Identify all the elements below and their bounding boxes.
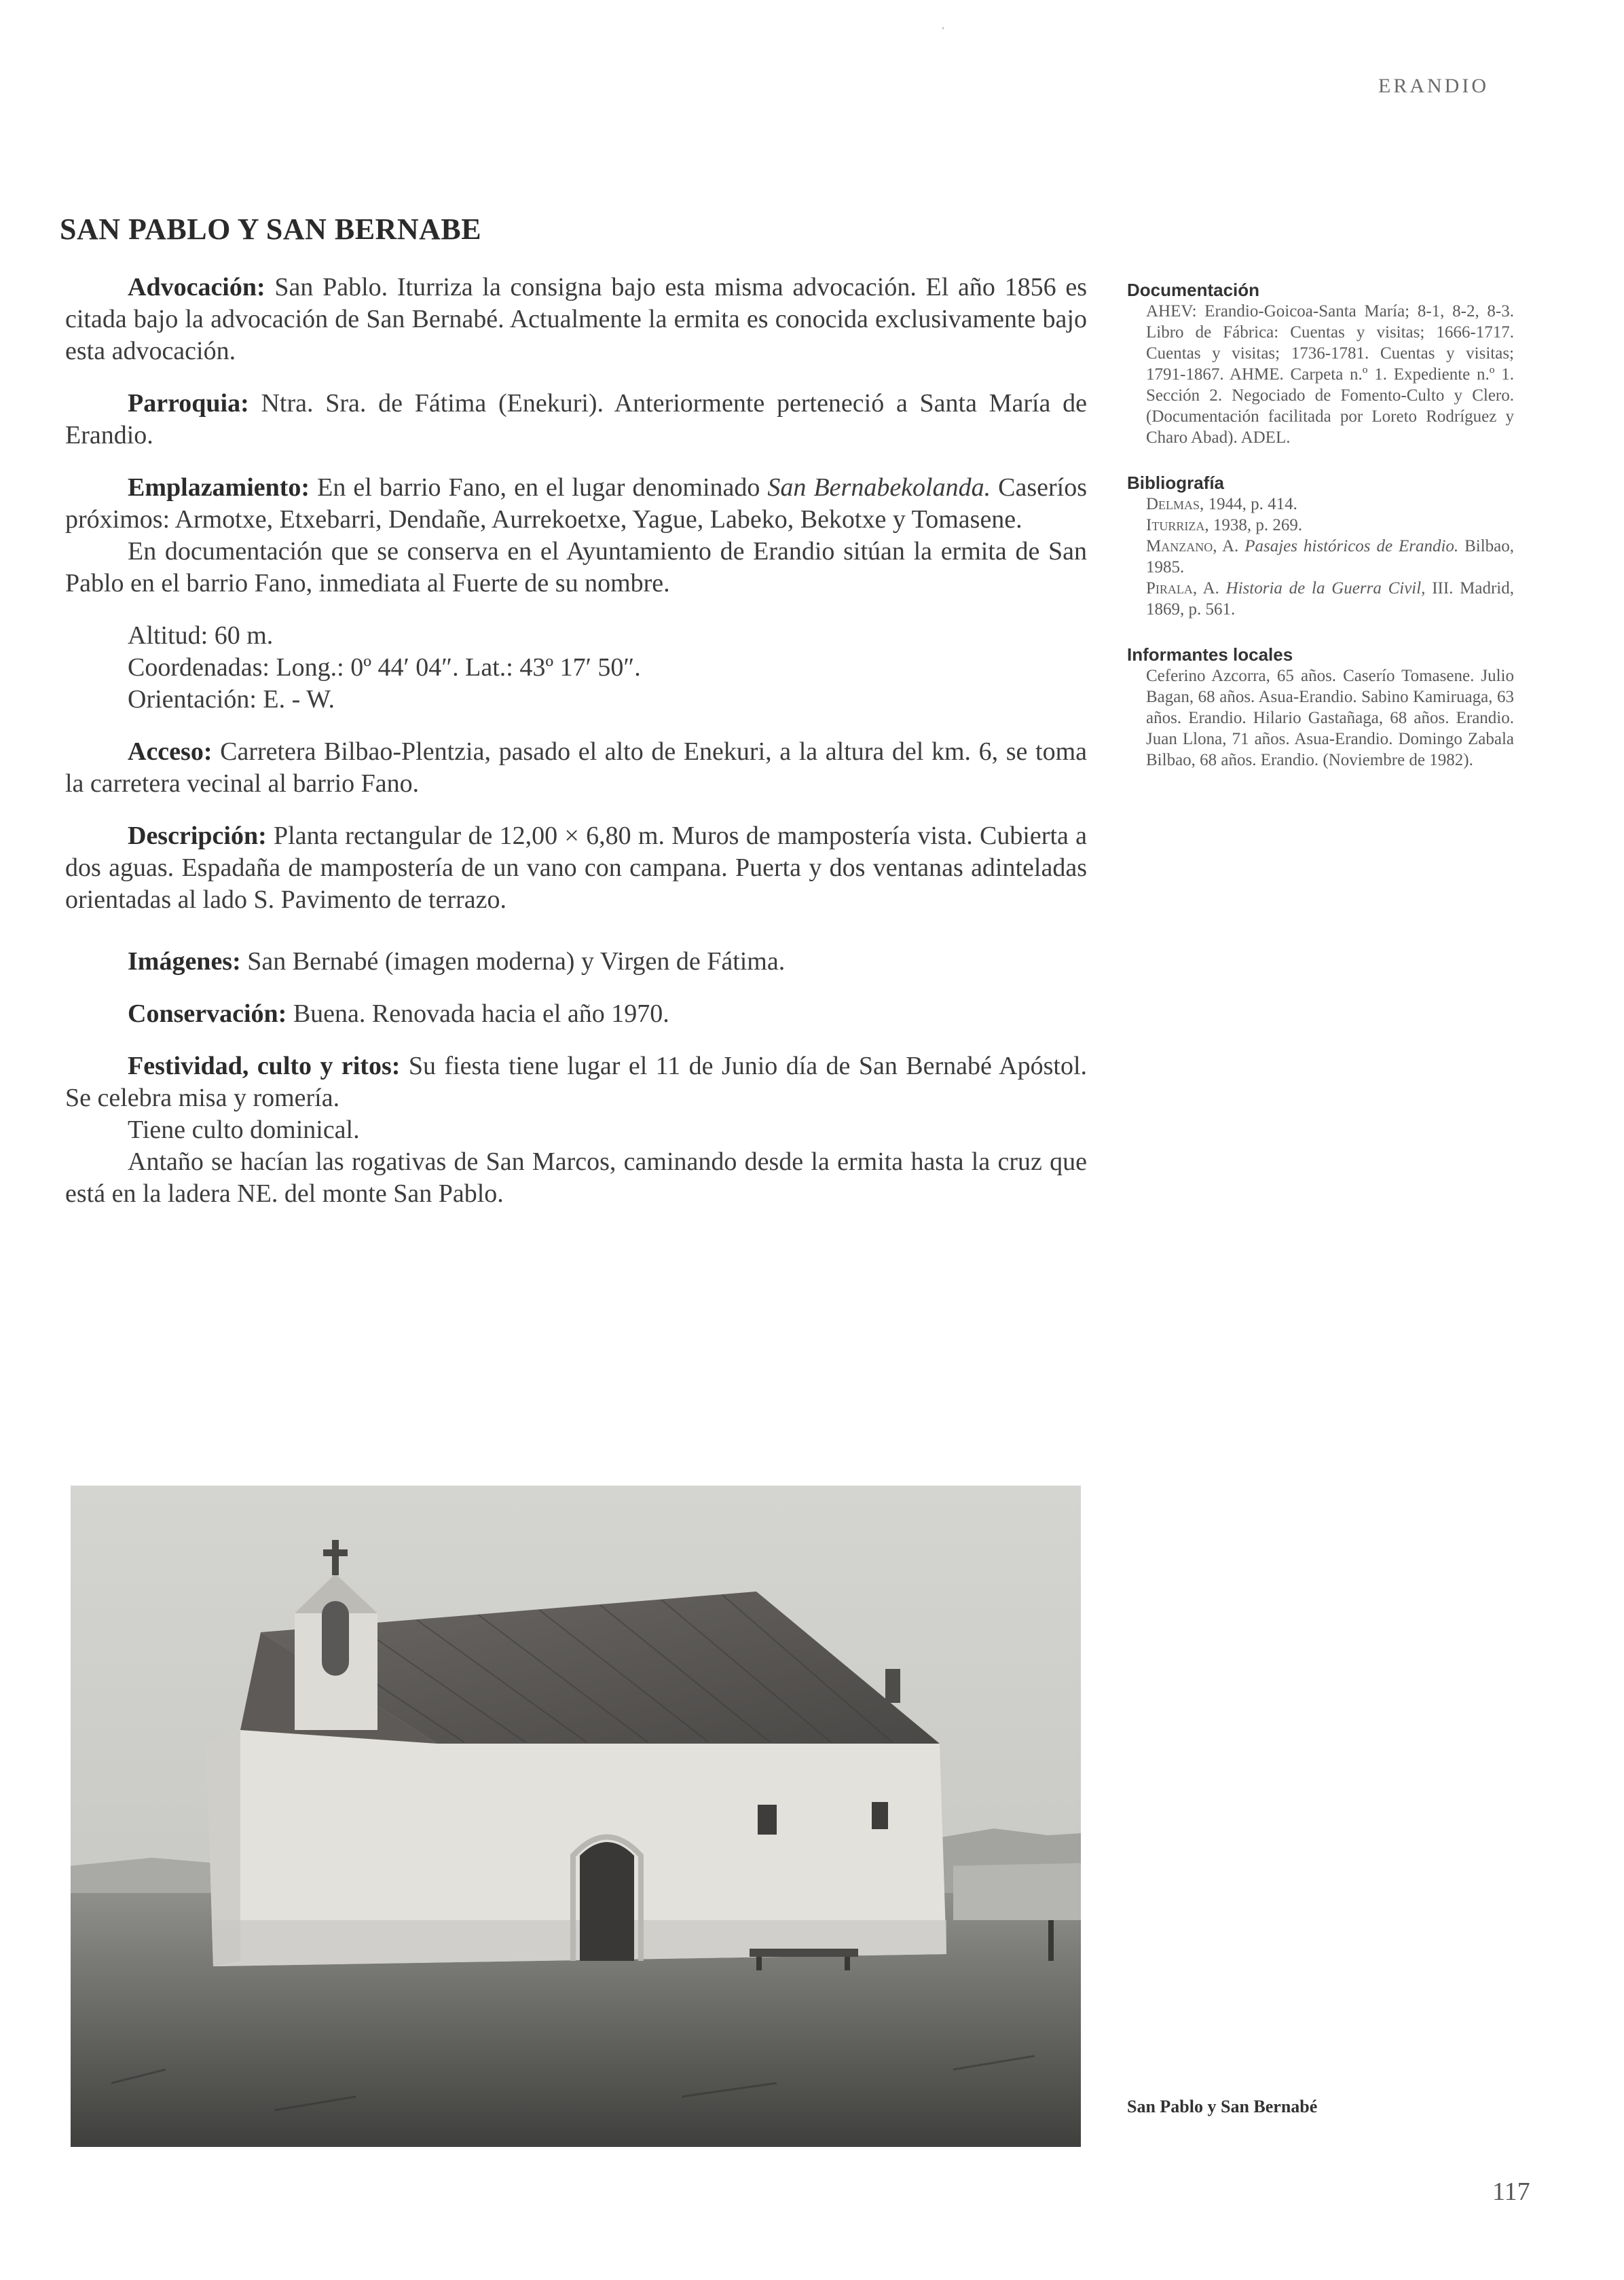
emplazamiento-place-name: San Bernabekolanda. bbox=[767, 473, 991, 502]
emplazamiento-text: En el barrio Fano, en el lugar denominado bbox=[317, 473, 760, 502]
bibliografia-section bbox=[1127, 473, 1514, 620]
bib-rest: III. Madrid, 1869, p. 561. bbox=[1146, 579, 1515, 619]
emplazamiento-documentacion: En documentación que se conserva en el Ayuntamiento de Erandio sitúan la ermita de San Pablo en el barrio Fano, inmediata al Fuerte de su nombre. bbox=[65, 537, 1087, 597]
imagenes-label: Imágenes: bbox=[128, 947, 241, 976]
acceso-text: Carretera Bilbao-Plentzia, pasado el alto de Enekuri, a la altura del km. 6, se toma la carretera vecinal al barrio Fano. bbox=[65, 737, 1087, 798]
location-details bbox=[65, 620, 1087, 716]
acceso-label: Acceso: bbox=[128, 737, 213, 766]
running-title: ERANDIO bbox=[1378, 75, 1489, 97]
documentacion-text: AHEV: Erandio-Goicoa-Santa María; 8-1, 8-2, 8-3. Libro de Fábrica: Cuentas y visitas; 1666-1717. Cuentas y visitas; 1736-1781. Cuentas y visitas; 1791-1867. AHME. Carpeta n.º 1. Expediente n.º 1. Sección 2. Negociado de Fomento-Culto y Clero. (Documentación facilitada por Loreto Rodríguez y Charo Abad). ADEL. bbox=[1146, 302, 1514, 447]
coordenadas-line: Coordenadas: Long.: 0º 44′ 04″. Lat.: 43º 17′ 50″. bbox=[128, 653, 641, 682]
imagenes-paragraph bbox=[65, 946, 1087, 978]
bibliografia-heading: Bibliografía bbox=[1127, 473, 1225, 493]
page-number: 117 bbox=[1492, 2177, 1530, 2206]
bib-title: Historia de la Guerra Civil, bbox=[1225, 579, 1426, 597]
conservacion-text: Buena. Renovada hacia el año 1970. bbox=[293, 999, 669, 1028]
informantes-section bbox=[1127, 644, 1514, 771]
festividad-culto: Tiene culto dominical. bbox=[128, 1116, 360, 1144]
conservacion-paragraph bbox=[65, 998, 1087, 1030]
article-body bbox=[65, 272, 1087, 1230]
page-title: SAN PABLO Y SAN BERNABE bbox=[60, 213, 482, 246]
bib-author: Delmas, bbox=[1146, 495, 1204, 513]
advocacion-label: Advocación: bbox=[128, 273, 265, 301]
parroquia-paragraph bbox=[65, 388, 1087, 452]
emplazamiento-caserios: Caseríos próximos: Armotxe, Etxebarri, Dendañe, Aurrekoetxe, Yague, Labeko, Bekotxe y Tomasene. bbox=[65, 473, 1088, 534]
informantes-heading: Informantes locales bbox=[1127, 644, 1293, 665]
festividad-paragraph bbox=[65, 1050, 1087, 1114]
parroquia-label: Parroquia: bbox=[128, 389, 249, 418]
acceso-paragraph bbox=[65, 736, 1087, 800]
descripcion-text: Planta rectangular de 12,00 × 6,80 m. Muros de mampostería vista. Cubierta a dos aguas. Espadaña de mampostería de un vano con campana. Puerta y dos ventanas adinteladas orientadas al lado S. Pavimento de terrazo. bbox=[65, 822, 1088, 914]
sidebar bbox=[1127, 280, 1514, 795]
bib-author: Iturriza, bbox=[1146, 516, 1209, 534]
bib-rest: 1944, p. 414. bbox=[1208, 495, 1297, 513]
parroquia-text: Ntra. Sra. de Fátima (Enekuri). Anteriormente perteneció a Santa María de Erandio. bbox=[65, 389, 1087, 449]
bibliografia-entry bbox=[1127, 515, 1514, 536]
bib-author: Pirala, A. bbox=[1146, 579, 1219, 597]
hermitage-photo bbox=[71, 1486, 1081, 2147]
festividad-text: Su fiesta tiene lugar el 11 de Junio día de San Bernabé Apóstol. Se celebra misa y romería. bbox=[65, 1052, 1088, 1112]
bib-title: Pasajes históricos de Erandio. bbox=[1244, 537, 1459, 555]
orientacion-line: Orientación: E. - W. bbox=[128, 685, 335, 714]
bibliografia-entry bbox=[1127, 578, 1514, 620]
documentacion-section bbox=[1127, 280, 1514, 448]
bib-author: Manzano, A. bbox=[1146, 537, 1239, 555]
descripcion-label: Descripción: bbox=[128, 822, 267, 850]
advocacion-paragraph bbox=[65, 272, 1087, 367]
imagenes-text: San Bernabé (imagen moderna) y Virgen de Fátima. bbox=[247, 947, 786, 976]
advocacion-text: San Pablo. Iturriza la consigna bajo esta misma advocación. El año 1856 es citada bajo la advocación de San Bernabé. Actualmente la ermita es conocida exclusivamente bajo esta advocación. bbox=[65, 273, 1087, 365]
hermitage-photo-drawing bbox=[71, 1486, 1081, 2147]
descripcion-paragraph bbox=[65, 820, 1087, 916]
bibliografia-entry bbox=[1127, 536, 1514, 578]
photo-caption: San Pablo y San Bernabé bbox=[1127, 2097, 1318, 2116]
festividad-rogativas: Antaño se hacían las rogativas de San Marcos, caminando desde la ermita hasta la cruz que está en la ladera NE. del monte San Pablo. bbox=[65, 1147, 1087, 1208]
bib-rest: 1938, p. 269. bbox=[1213, 516, 1303, 534]
emplazamiento-label: Emplazamiento: bbox=[128, 473, 310, 502]
festividad-label: Festividad, culto y ritos: bbox=[128, 1052, 401, 1080]
altitud-line: Altitud: 60 m. bbox=[128, 621, 274, 650]
informantes-text: Ceferino Azcorra, 65 años. Caserío Tomasene. Julio Bagan, 68 años. Asua-Erandio. Sabino Kamiruaga, 63 años. Erandio. Hilario Gastañaga, 68 años. Erandio. Juan Llona, 71 años. Asua-Erandio. Domingo Zabala Bilbao, 68 años. Erandio. (Noviembre de 1982). bbox=[1146, 667, 1514, 769]
conservacion-label: Conservación: bbox=[128, 999, 287, 1028]
emplazamiento-paragraph bbox=[65, 472, 1087, 536]
scan-mark bbox=[942, 27, 944, 29]
bib-rest: Bilbao, 1985. bbox=[1146, 537, 1515, 576]
documentacion-heading: Documentación bbox=[1127, 280, 1260, 300]
bibliografia-entry bbox=[1127, 494, 1514, 515]
